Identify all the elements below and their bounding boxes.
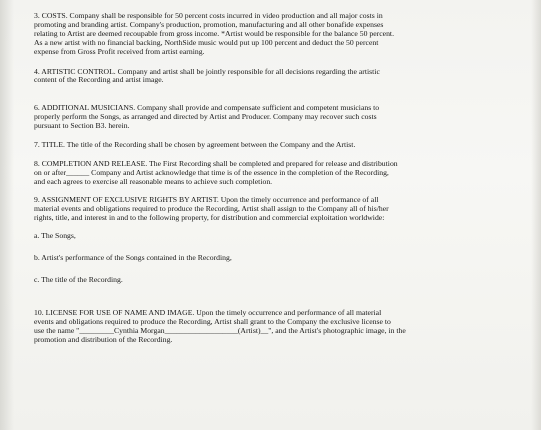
text-line: use the name "_________Cynthia Morgan___________________(Artist)__", and the Artist's photographic image, in the <box>34 325 406 335</box>
text-line: promotion and distribution of the Recording. <box>34 334 173 344</box>
section-completion-and-release <box>34 160 510 187</box>
text-line: content of the Recording and artist image. <box>34 75 164 85</box>
text-line: As a new artist with no financial backing, NorthSide music would put up 100 percent and deduct the 50 percent <box>34 37 379 47</box>
section-assignment-of-rights <box>34 196 510 223</box>
text-line: expense from Gross Profit received from artist earning. <box>34 46 205 56</box>
section-title <box>34 141 510 150</box>
text-line: relating to Artist are deemed recoupable from gross income. *Artist would be responsible for the balance 50 percent. <box>34 28 395 38</box>
text-line: 7. TITLE. The title of the Recording shall be chosen by agreement between the Company and the Artist. <box>34 140 356 150</box>
rights-list-item-performance: b. Artist's performance of the Songs contained in the Recording, <box>34 253 232 263</box>
text-line: 9. ASSIGNMENT OF EXCLUSIVE RIGHTS BY ARTIST. Upon the timely occurrence and performance of all <box>34 194 379 204</box>
text-line: properly perform the Songs, as arranged and directed by Artist and Producer. Company may recover such costs <box>34 112 377 122</box>
text-line: 10. LICENSE FOR USE OF NAME AND IMAGE. Upon the timely occurrence and performance of all material <box>34 308 382 318</box>
rights-list-item-title: c. The title of the Recording. <box>34 275 123 285</box>
text-line: 4. ARTISTIC CONTROL. Company and artist shall be jointly responsible for all decisions regarding the artistic <box>34 66 380 76</box>
text-line: events and obligations required to produce the Recording, Artist shall grant to the Company the exclusive license to <box>34 317 391 327</box>
section-costs <box>34 12 510 57</box>
section-additional-musicians <box>34 104 510 131</box>
text-line: 8. COMPLETION AND RELEASE. The First Recording shall be completed and prepared for release and distribution <box>34 158 398 168</box>
text-line: 3. COSTS. Company shall be responsible for 50 percent costs incurred in video production and all major costs in <box>34 11 383 20</box>
text-line: on or after______ Company and Artist acknowledge that time is of the essence in the completion of the Recording, <box>34 167 389 177</box>
rights-list-item-songs: a. The Songs, <box>34 231 76 241</box>
document-content <box>34 12 510 345</box>
text-line: material events and obligations required to produce the Recording, Artist shall assign to the Company all of his/her <box>34 203 389 213</box>
text-line: rights, title, and interest in and to the following property, for distribution and commercial exploitation worldwide: <box>34 212 385 222</box>
text-line: and each agrees to exercise all reasonable means to achieve such completion. <box>34 176 273 186</box>
text-line: 6. ADDITIONAL MUSICIANS. Company shall provide and compensate sufficient and competent musicians to <box>34 103 380 113</box>
text-line: promoting and branding artist. Company's production, promotion, manufacturing and all other bonafide expenses <box>34 19 384 29</box>
section-artistic-control <box>34 68 510 86</box>
section-license-name-image <box>34 309 510 345</box>
text-line: pursuant to Section B3. herein. <box>34 121 130 131</box>
